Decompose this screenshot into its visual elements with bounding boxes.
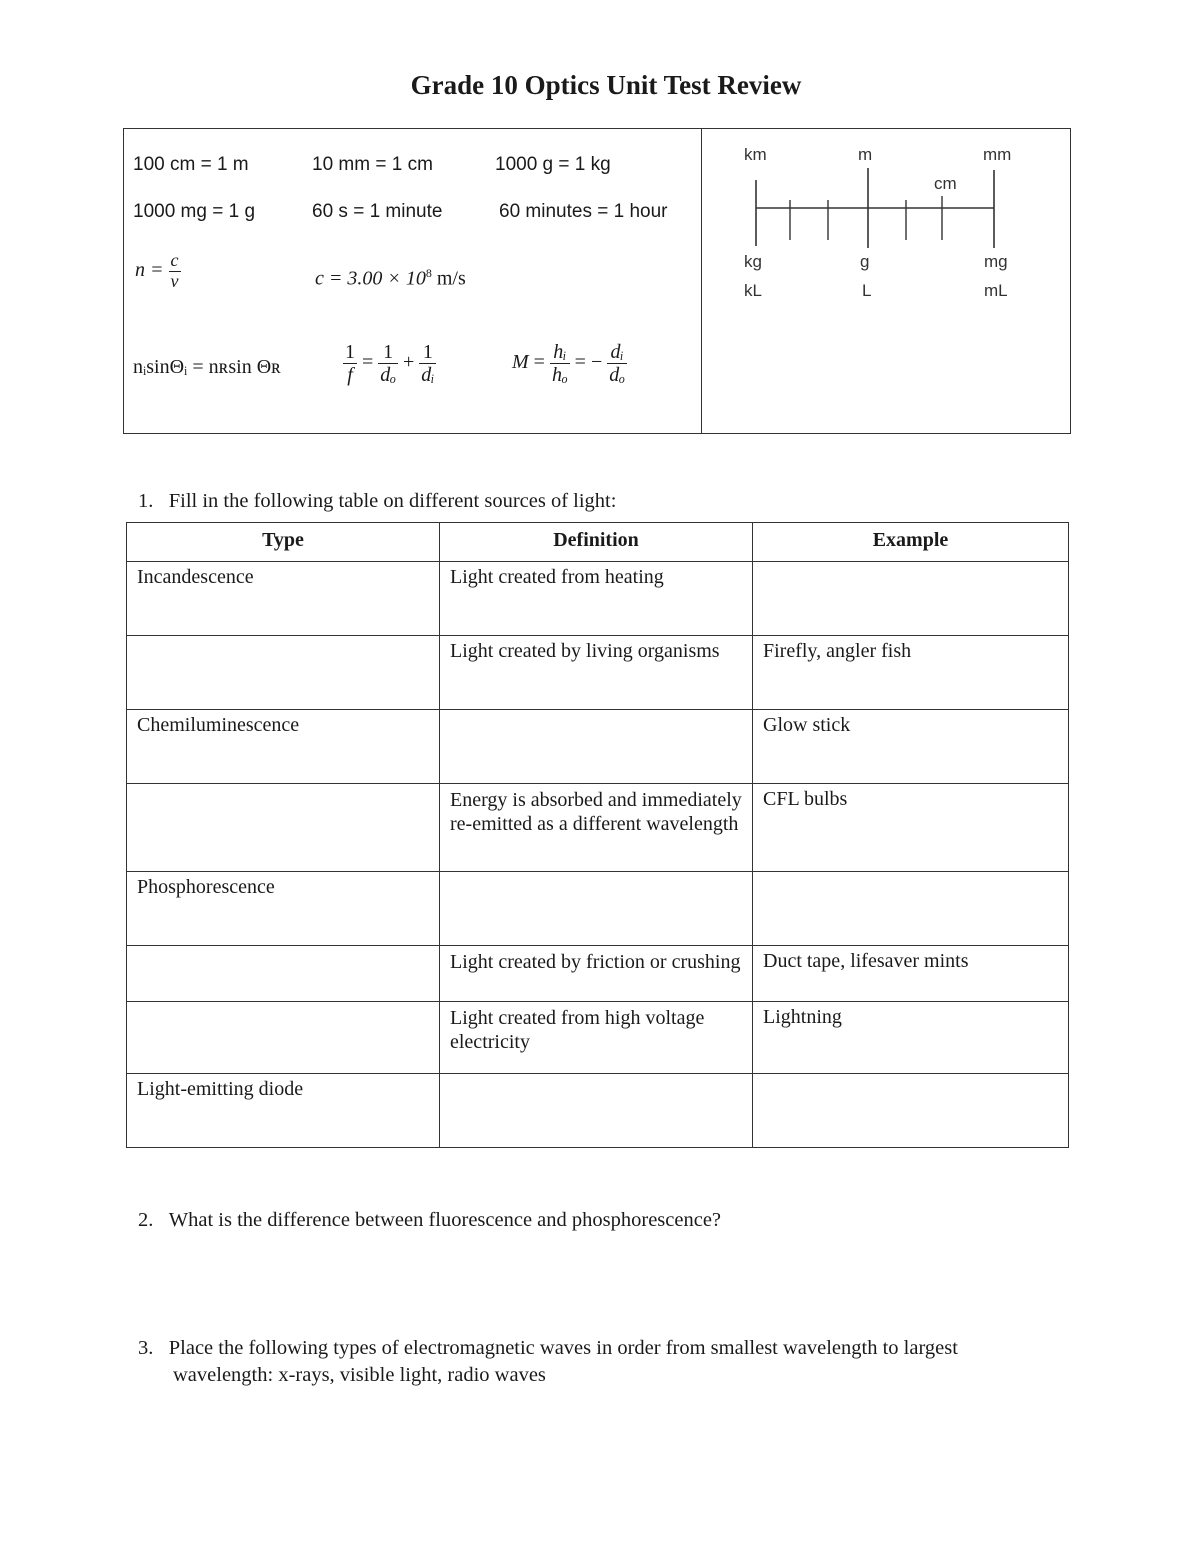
cell-definition[interactable] xyxy=(440,1074,753,1148)
table-row xyxy=(127,710,1069,784)
ladder-label-L: L xyxy=(862,281,872,300)
ladder-label-mg: mg xyxy=(984,252,1008,271)
ladder-label-cm: cm xyxy=(934,174,957,193)
header-example: Example xyxy=(753,523,1069,562)
table-row xyxy=(127,946,1069,1002)
question-1: 1. Fill in the following table on different sources of light: xyxy=(138,490,617,512)
reference-box-divider xyxy=(701,129,702,433)
ladder-label-mL: mL xyxy=(984,281,1008,300)
cell-definition: Light created from high voltage electricity xyxy=(440,1002,753,1074)
table-header-row xyxy=(127,523,1069,562)
cell-type: Phosphorescence xyxy=(127,872,440,946)
table-row xyxy=(127,1074,1069,1148)
refraction-index-formula: n = $\frac{c}{v}$ xyxy=(135,250,179,291)
question-2: 2. What is the difference between fluorescence and phosphorescence? xyxy=(138,1209,722,1231)
cell-definition: Light created by living organisms xyxy=(440,636,753,710)
speed-of-light-formula: $c = 3.00 \times 10^8$ m/s xyxy=(315,266,466,290)
table-row xyxy=(127,1002,1069,1074)
light-sources-table xyxy=(126,522,1069,1148)
conversion-g-kg: 1000 g = 1 kg xyxy=(495,154,611,175)
conversion-minutes-hour: 60 minutes = 1 hour xyxy=(499,201,668,222)
cell-example[interactable] xyxy=(753,1074,1069,1148)
cell-type[interactable] xyxy=(127,1002,440,1074)
table-row xyxy=(127,636,1069,710)
page-title: Grade 10 Optics Unit Test Review xyxy=(410,70,802,100)
cell-type[interactable] xyxy=(127,784,440,872)
ladder-label-kL: kL xyxy=(744,281,762,300)
ladder-label-km: km xyxy=(744,145,767,164)
conversion-cm-m: 100 cm = 1 m xyxy=(133,154,249,175)
ladder-label-mm: mm xyxy=(983,145,1012,164)
cell-definition: Energy is absorbed and immediately re-emitted as a different wavelength xyxy=(440,784,753,872)
magnification-formula: M = $\frac{\text{hᵢ}}{\text{hₒ}}$ = − $\frac{\text{dᵢ}}{\text{dₒ}}$ xyxy=(512,341,625,386)
cell-definition[interactable] xyxy=(440,710,753,784)
ladder-label-m: m xyxy=(858,145,873,164)
cell-type: Light-emitting diode xyxy=(127,1074,440,1148)
cell-example[interactable] xyxy=(753,872,1069,946)
cell-example: Glow stick xyxy=(753,710,1069,784)
cell-example: Firefly, angler fish xyxy=(753,636,1069,710)
cell-example[interactable] xyxy=(753,562,1069,636)
table-row xyxy=(127,872,1069,946)
cell-type[interactable] xyxy=(127,946,440,1002)
cell-type[interactable] xyxy=(127,636,440,710)
ladder-label-g: g xyxy=(860,252,870,271)
cell-type: Chemiluminescence xyxy=(127,710,440,784)
header-type: Type xyxy=(127,523,440,562)
header-definition: Definition xyxy=(440,523,753,562)
conversion-mg-g: 1000 mg = 1 g xyxy=(133,201,256,222)
snells-law-formula: nᵢsinΘᵢ = nʀsin Θʀ xyxy=(133,356,281,378)
cell-definition: Light created by friction or crushing xyxy=(440,946,753,1002)
thin-lens-formula: $\frac{1}{f}$ = $\frac{1}{\text{dₒ}}$ + $\frac{1}{\text{dᵢ}}$ xyxy=(345,341,435,386)
cell-example: CFL bulbs xyxy=(753,784,1069,872)
cell-definition: Light created from heating xyxy=(440,562,753,636)
cell-type: Incandescence xyxy=(127,562,440,636)
metric-ladder-diagram xyxy=(748,168,998,248)
cell-example: Lightning xyxy=(753,1002,1069,1074)
table-row xyxy=(127,562,1069,636)
conversion-mm-cm: 10 mm = 1 cm xyxy=(312,154,433,175)
conversion-s-minute: 60 s = 1 minute xyxy=(312,201,443,222)
cell-definition[interactable] xyxy=(440,872,753,946)
table-row xyxy=(127,784,1069,872)
cell-example: Duct tape, lifesaver mints xyxy=(753,946,1069,1002)
ladder-label-kg: kg xyxy=(744,252,762,271)
question-3: 3. Place the following types of electromagnetic waves in order from smallest wavelength to largest wavelength: x-rays, visible light, radio waves xyxy=(138,1337,958,1386)
